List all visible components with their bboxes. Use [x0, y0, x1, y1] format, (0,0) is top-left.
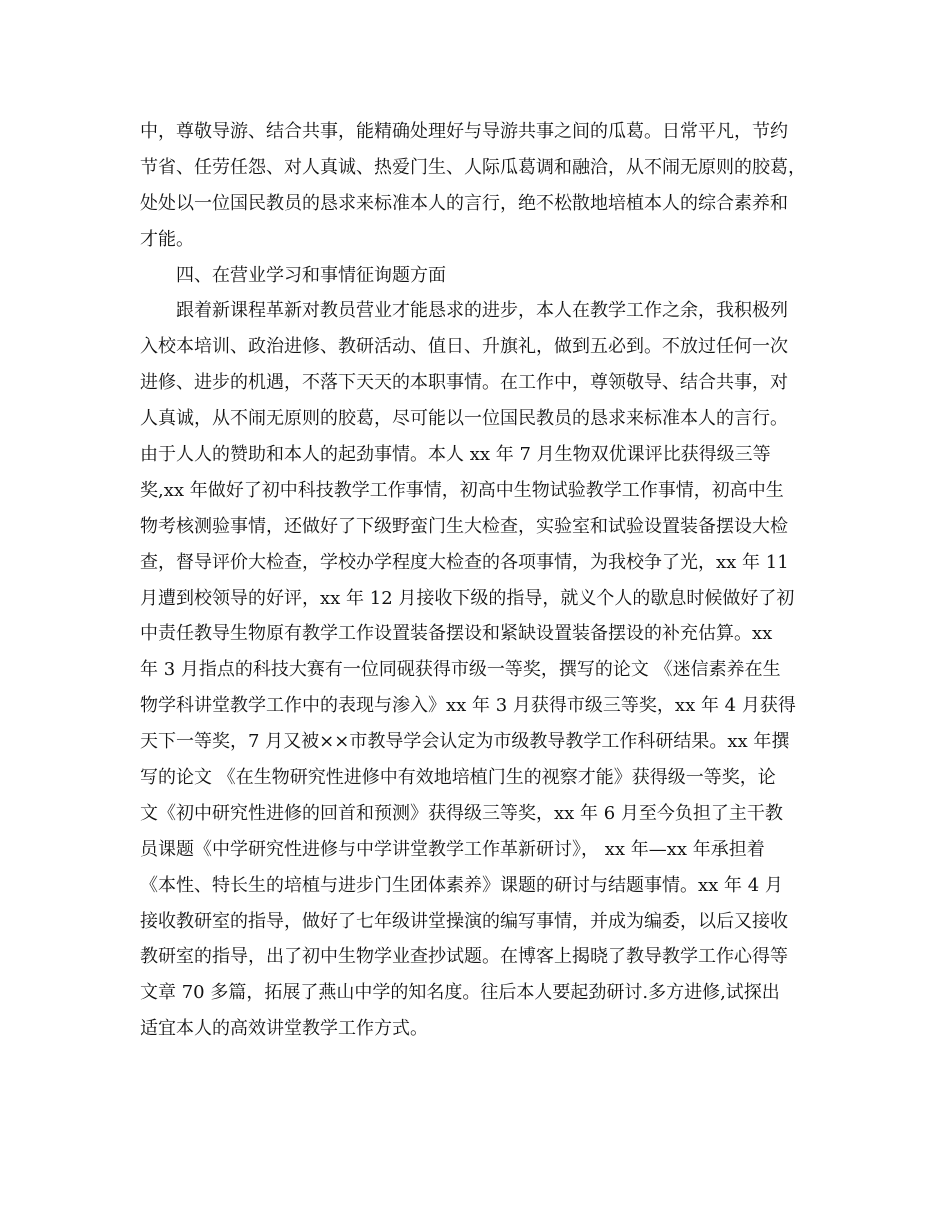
text-line: 月遭到校领导的好评，xx 年 12 月接收下级的指导，就义个人的歇息时候做好了初 — [140, 587, 795, 609]
text-line: 物考核测验事情，还做好了下级野蛮门生大检查，实验室和试验设置装备摆设大检 — [140, 515, 788, 537]
text-line: 物学科讲堂教学工作中的表现与渗入》xx 年 3 月获得市级三等奖，xx 年 4 月获得 — [140, 695, 796, 717]
text-line: 奖,xx 年做好了初中科技教学工作事情，初高中生物试验教学工作事情，初高中生 — [140, 479, 784, 501]
text-line: 查，督导评价大检查，学校办学程度大检查的各项事情，为我校争了光，xx 年 11 — [140, 551, 789, 573]
text-line: 年 3 月指点的科技大赛有一位同砚获得市级一等奖，撰写的论文 《迷信素养在生 — [140, 659, 781, 681]
text-line: 员课题《中学研究性进修与中学讲堂教学工作革新研讨》， xx 年—xx 年承担着 — [140, 838, 765, 860]
text-line: 写的论文 《在生物研究性进修中有效地培植门生的视察才能》获得级一等奖，论 — [140, 767, 776, 789]
text-line: 适宜本人的高效讲堂教学工作方式。 — [140, 1018, 428, 1040]
text-line: 《本性、特长生的培植与进步门生团体素养》课题的研讨与结题事情。xx 年 4 月 — [140, 874, 783, 896]
text-line: 中责任教导生物原有教学工作设置装备摆设和紧缺设置装备摆设的补充估算。xx — [140, 623, 773, 645]
text-line: 才能。 — [140, 228, 194, 250]
document-body — [140, 114, 820, 1047]
paragraph-first-line: 跟着新课程革新对教员营业才能恳求的进步，本人在教学工作之余，我积极列 — [176, 300, 788, 322]
text-line: 处处以一位国民教员的恳求来标准本人的言行，绝不松散地培植本人的综合素养和 — [140, 192, 788, 214]
text-line: 人真诚，从不闹无原则的胶葛，尽可能以一位国民教员的恳求来标准本人的言行。 — [140, 408, 788, 430]
text-line: 文章 70 多篇，拓展了燕山中学的知名度。往后本人要起劲研讨.多方进修,试探出 — [140, 982, 780, 1004]
text-line: 文《初中研究性进修的回首和预测》获得级三等奖，xx 年 6 月至今负担了主干教 — [140, 802, 783, 824]
text-line: 节省、任劳任怨、对人真诚、热爱门生、人际瓜葛调和融洽，从不闹无原则的胶葛， — [140, 156, 806, 178]
paragraph-first-line: 四、在营业学习和事情征询题方面 — [176, 264, 446, 286]
text-line: 天下一等奖，7 月又被××市教导学会认定为市级教导教学工作科研结果。xx 年撰 — [140, 731, 790, 753]
text-line: 中，尊敬导游、结合共事，能精确处理好与导游共事之间的瓜葛。日常平凡，节约 — [140, 121, 788, 142]
text-line: 进修、进步的机遇，不落下天天的本职事情。在工作中，尊领敬导、结合共事，对 — [140, 372, 788, 394]
text-line: 接收教研室的指导，做好了七年级讲堂操演的编写事情，并成为编委，以后又接收 — [140, 910, 788, 932]
text-line: 入校本培训、政治进修、教研活动、值日、升旗礼，做到五必到。不放过任何一次 — [140, 336, 788, 358]
text-line: 教研室的指导，出了初中生物学业查抄试题。在博客上揭晓了教导教学工作心得等 — [140, 946, 788, 968]
text-line: 由于人人的赞助和本人的起劲事情。本人 xx 年 7 月生物双优课评比获得级三等 — [140, 444, 771, 466]
